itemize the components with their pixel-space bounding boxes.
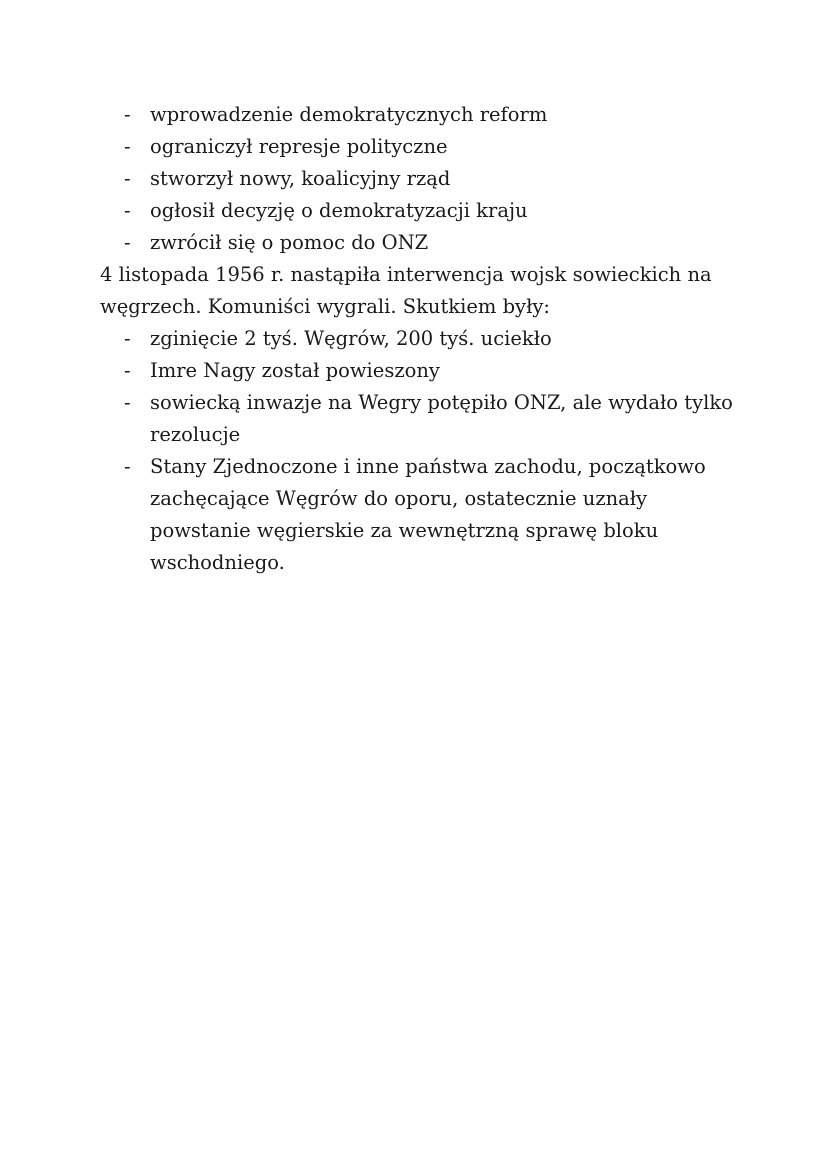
dash-bullet: -: [124, 135, 131, 158]
list-item: [100, 195, 740, 227]
list-item-text: stworzył nowy, koalicyjny rząd: [150, 167, 451, 190]
list-item-text: sowiecką inwazje na Wegry potępiło ONZ, ale wydało tylko rezolucje: [150, 391, 733, 446]
dash-bullet: -: [124, 455, 131, 478]
list-item-text: ograniczył represje polityczne: [150, 135, 448, 158]
list-item: [100, 99, 740, 131]
list-item-text: zwrócił się o pomoc do ONZ: [150, 231, 429, 254]
list-item: [100, 387, 740, 451]
dash-bullet: -: [124, 391, 131, 414]
consequences-list: [100, 323, 740, 579]
intervention-paragraph: [100, 259, 740, 323]
list-item-text: ogłosił decyzję o demokratyzacji kraju: [150, 199, 528, 222]
list-item-text: zginięcie 2 tyś. Węgrów, 200 tyś. uciekło: [150, 327, 552, 350]
list-item-text: Stany Zjednoczone i inne państwa zachodu, początkowo zachęcające Węgrów do oporu, ostatecznie uznały powstanie węgierskie za wewnętrzną sprawę bloku wschodniego.: [150, 455, 706, 574]
paragraph-line: węgrzech. Komuniści wygrali. Skutkiem były:: [100, 295, 550, 318]
dash-bullet: -: [124, 359, 131, 382]
dash-bullet: -: [124, 231, 131, 254]
list-item: [100, 355, 740, 387]
list-item-text: Imre Nagy został powieszony: [150, 359, 440, 382]
reforms-list: [100, 99, 740, 259]
list-item: [100, 323, 740, 355]
list-item: [100, 163, 740, 195]
document-content: [100, 99, 740, 579]
dash-bullet: -: [124, 103, 131, 126]
list-item: [100, 131, 740, 163]
paragraph-line: 4 listopada 1956 r. nastąpiła interwencja wojsk sowieckich na: [100, 263, 712, 286]
dash-bullet: -: [124, 327, 131, 350]
list-item-text: wprowadzenie demokratycznych reform: [150, 103, 548, 126]
list-item: [100, 227, 740, 259]
list-item: [100, 451, 740, 579]
dash-bullet: -: [124, 199, 131, 222]
dash-bullet: -: [124, 167, 131, 190]
